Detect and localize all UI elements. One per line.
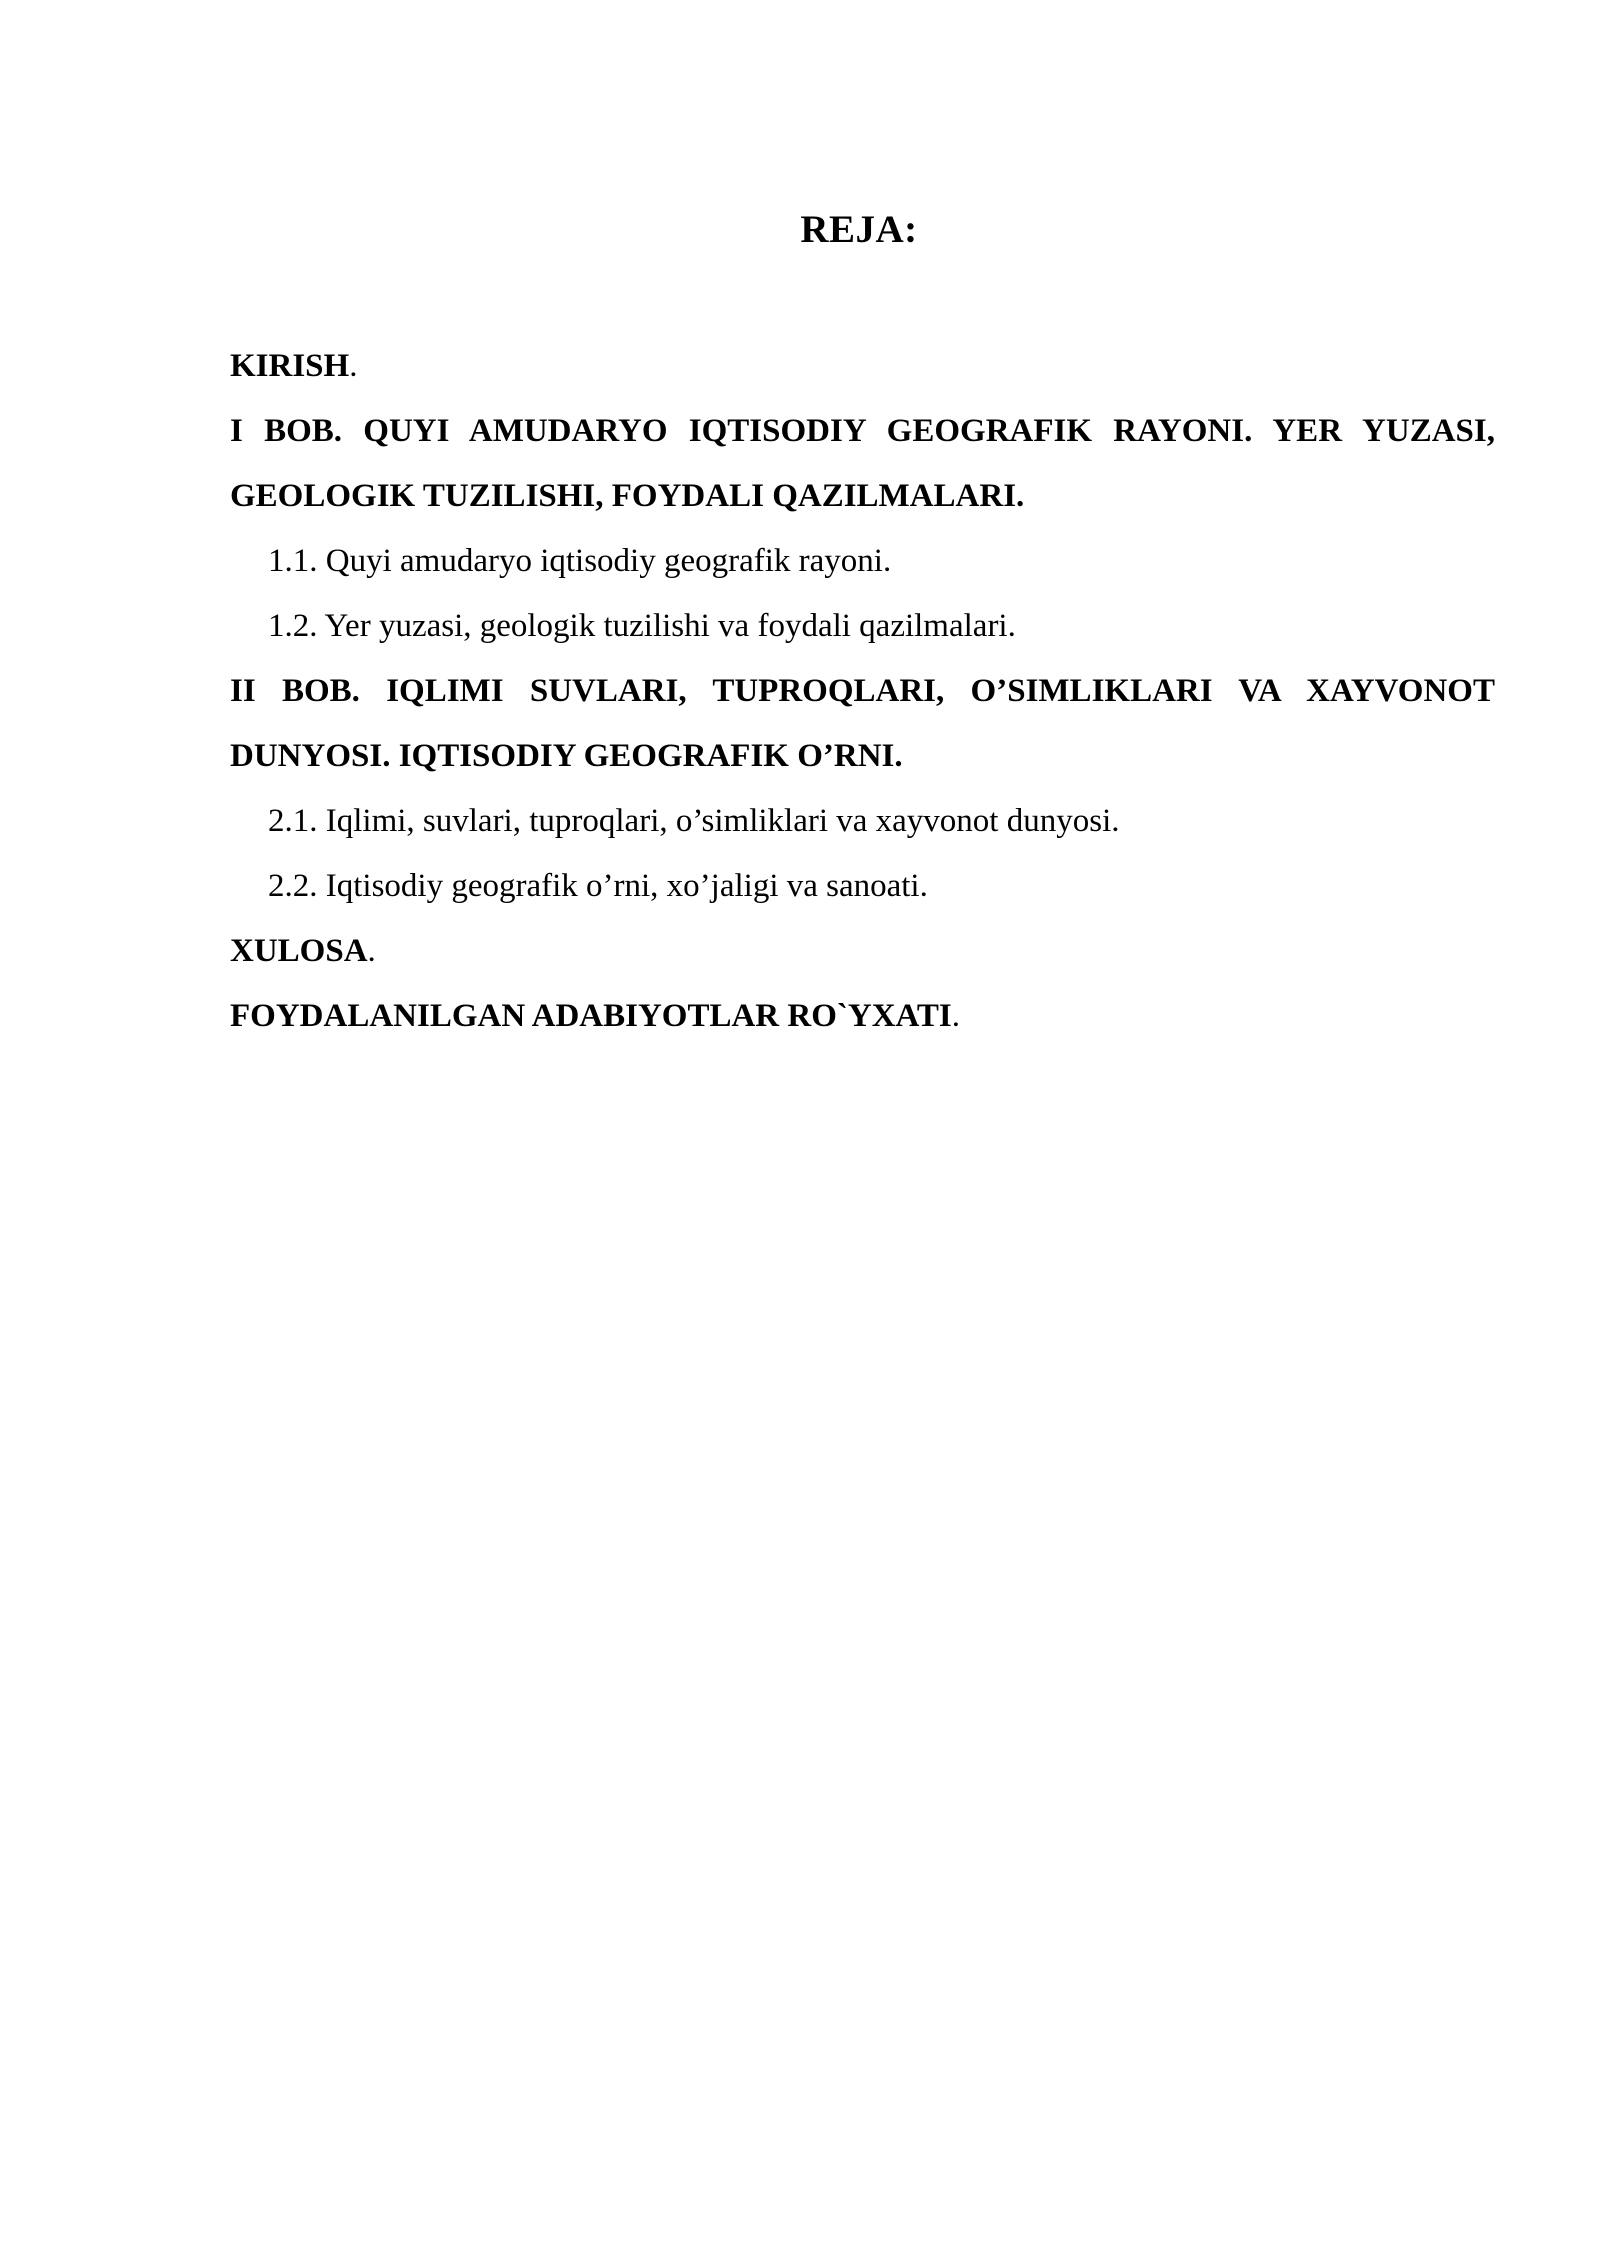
- toc-item-conclusion: [230, 919, 1495, 984]
- page-title: REJA:: [800, 208, 918, 251]
- toc-intro-suffix: .: [349, 348, 358, 384]
- toc-conclusion-label: XULOSA: [230, 933, 368, 969]
- toc-conclusion-suffix: .: [367, 933, 376, 969]
- toc-intro-label: KIRISH: [230, 348, 350, 384]
- table-of-contents: [230, 334, 1495, 1049]
- toc-chapter-2: II BOB. IQLIMI SUVLARI, TUPROQLARI, O’SIMLIKLARI VA XAYVONOT DUNYOSI. IQTISODIY GEOGRAFIK O’RNI.: [230, 673, 1495, 774]
- toc-section-1-1: 1.1. Quyi amudaryo iqtisodiy geografik rayoni.: [268, 543, 892, 579]
- toc-chapter-1: I BOB. QUYI AMUDARYO IQTISODIY GEOGRAFIK RAYONI. YER YUZASI, GEOLOGIK TUZILISHI, FOYDALI QAZILMALARI.: [230, 413, 1495, 514]
- toc-references-label: FOYDALANILGAN ADABIYOTLAR RO`YXATI: [230, 998, 952, 1034]
- toc-item-references: [230, 984, 1495, 1049]
- toc-section-2-1: 2.1. Iqlimi, suvlari, tuproqlari, o’simliklari va xayvonot dunyosi.: [268, 803, 1120, 839]
- toc-item-intro: [230, 334, 1495, 399]
- toc-section-2-2: 2.2. Iqtisodiy geografik o’rni, xo’jaligi va sanoati.: [268, 868, 928, 904]
- toc-references-suffix: .: [951, 998, 961, 1034]
- toc-section-1-2: 1.2. Yer yuzasi, geologik tuzilishi va foydali qazilmalari.: [268, 608, 1016, 644]
